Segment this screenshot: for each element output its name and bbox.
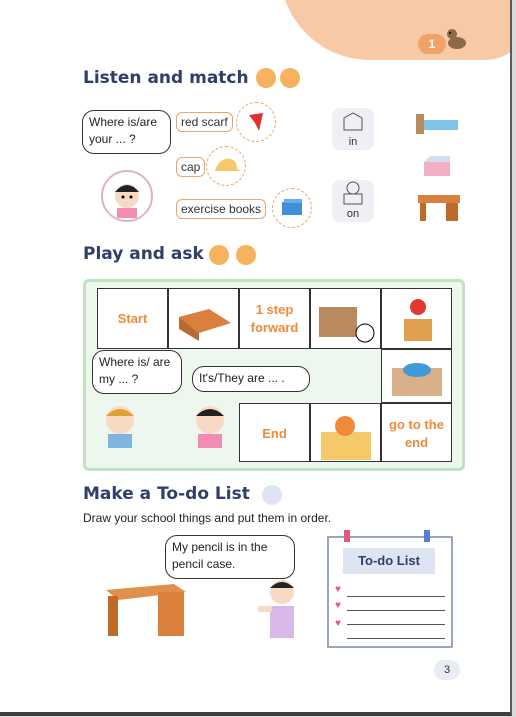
cap-icon bbox=[206, 146, 246, 186]
girl-icon bbox=[190, 402, 230, 450]
speech-bubble-boy: Where is/ are my ... ? bbox=[92, 350, 182, 394]
header-decoration bbox=[280, 0, 512, 60]
unit-number-badge: 1 bbox=[418, 34, 446, 54]
cell-desk bbox=[168, 288, 239, 349]
preposition-on: on bbox=[332, 180, 374, 222]
red-scarf-icon bbox=[236, 102, 276, 142]
heart-icon: ♥ bbox=[335, 584, 341, 595]
instruction-text: Draw your school things and put them in order. bbox=[83, 511, 332, 525]
box-icon bbox=[420, 156, 454, 180]
todo-line bbox=[347, 610, 445, 611]
cell-books-apple bbox=[381, 288, 452, 349]
speech-bubble-pencil: My pencil is in the pencil case. bbox=[165, 535, 295, 579]
pin-icon bbox=[344, 530, 350, 542]
exercise-books-icon bbox=[272, 188, 312, 228]
label-red-scarf: red scarf bbox=[176, 112, 233, 132]
game-board bbox=[83, 279, 465, 471]
cell-box-ball bbox=[310, 288, 381, 349]
desk-drawing bbox=[104, 580, 188, 640]
paper-plane-icon bbox=[209, 245, 229, 265]
hand-icon bbox=[262, 485, 282, 505]
dog-icon bbox=[444, 26, 470, 52]
cell-cat-box bbox=[310, 403, 381, 462]
todo-list-card bbox=[327, 536, 453, 648]
girl-avatar bbox=[101, 170, 153, 222]
boy-icon bbox=[100, 402, 140, 450]
chat-icon bbox=[236, 245, 256, 265]
cell-end: End bbox=[239, 403, 310, 462]
cell-box-ball-inside bbox=[381, 349, 452, 403]
listen-match-title: Listen and match bbox=[83, 68, 249, 88]
label-cap: cap bbox=[176, 157, 205, 177]
headphones-icon bbox=[256, 68, 276, 88]
speech-bubble-girl: It's/They are ... . bbox=[192, 366, 310, 392]
label-exercise-books: exercise books bbox=[176, 199, 266, 219]
play-ask-title: Play and ask bbox=[83, 244, 204, 264]
pencil-icon bbox=[280, 68, 300, 88]
heart-icon: ♥ bbox=[335, 618, 341, 629]
todo-line bbox=[347, 638, 445, 639]
heart-icon: ♥ bbox=[335, 600, 341, 611]
cell-start: Start bbox=[97, 288, 168, 349]
bed-icon bbox=[414, 108, 460, 138]
girl-pointing-icon bbox=[254, 576, 304, 642]
todo-list-heading: To-do List bbox=[343, 548, 435, 574]
pin-icon bbox=[424, 530, 430, 542]
todo-line bbox=[347, 596, 445, 597]
cell-step-forward: 1 step forward bbox=[239, 288, 310, 349]
page-number: 3 bbox=[434, 660, 460, 680]
desk-icon bbox=[416, 193, 462, 223]
speech-bubble-where: Where is/are your ... ? bbox=[82, 110, 171, 154]
cell-go-to-end: go to the end bbox=[381, 403, 452, 462]
preposition-in: in bbox=[332, 108, 374, 150]
todo-list-title: Make a To-do List bbox=[83, 484, 250, 504]
todo-line bbox=[347, 624, 445, 625]
